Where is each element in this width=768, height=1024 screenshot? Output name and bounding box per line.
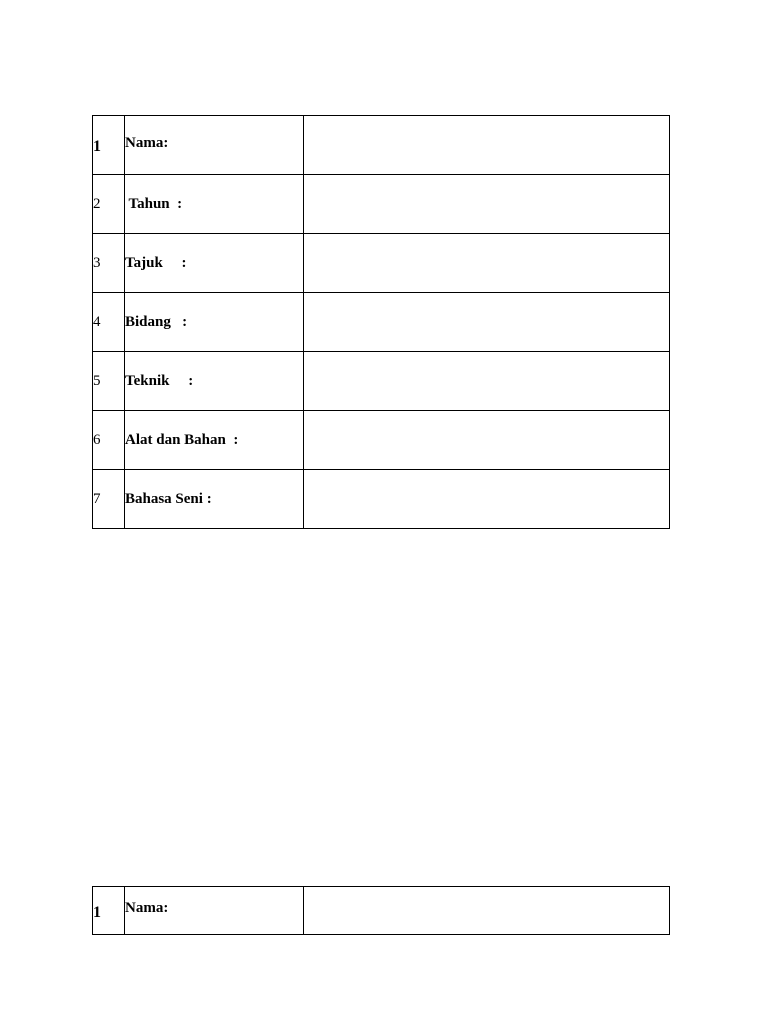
field-value-alat-dan-bahan[interactable]	[304, 411, 670, 470]
row-number-cell	[93, 470, 125, 529]
field-value-bahasa-seni[interactable]	[304, 470, 670, 529]
row-number-cell	[93, 411, 125, 470]
field-value-nama[interactable]	[304, 887, 670, 935]
field-label-nama: Nama:	[125, 900, 169, 916]
field-label-cell	[125, 234, 304, 293]
field-value-teknik[interactable]	[304, 352, 670, 411]
table-row	[93, 352, 670, 411]
table-row	[93, 887, 670, 935]
field-value-nama[interactable]	[304, 116, 670, 175]
table-row	[93, 470, 670, 529]
field-label-tajuk: Tajuk :	[125, 254, 187, 271]
table-row	[93, 293, 670, 352]
row-number-cell	[93, 116, 125, 175]
table-row	[93, 116, 670, 175]
table-row	[93, 411, 670, 470]
field-label-nama: Nama:	[125, 134, 169, 151]
row-number: 1	[93, 138, 101, 155]
form-table-1	[92, 115, 670, 529]
table-row	[93, 234, 670, 293]
field-label-bidang: Bidang :	[125, 313, 188, 330]
row-number: 2	[93, 195, 101, 212]
field-label-teknik: Teknik :	[125, 372, 194, 389]
field-value-bidang[interactable]	[304, 293, 670, 352]
field-label-bahasa-seni: Bahasa Seni :	[125, 490, 212, 507]
row-number-cell	[93, 352, 125, 411]
row-number: 4	[93, 313, 101, 330]
field-label-tahun: Tahun :	[125, 195, 183, 212]
field-label-cell	[125, 352, 304, 411]
field-label-cell	[125, 411, 304, 470]
field-label-cell	[125, 470, 304, 529]
row-number-cell	[93, 234, 125, 293]
field-value-tahun[interactable]	[304, 175, 670, 234]
field-label-cell	[125, 116, 304, 175]
row-number: 1	[93, 903, 101, 921]
field-label-alat-dan-bahan: Alat dan Bahan :	[125, 431, 239, 448]
row-number: 6	[93, 431, 101, 448]
field-value-tajuk[interactable]	[304, 234, 670, 293]
form-table-2	[92, 886, 670, 935]
row-number-cell	[93, 887, 125, 935]
table-row	[93, 175, 670, 234]
row-number: 5	[93, 372, 101, 389]
field-label-cell	[125, 175, 304, 234]
row-number-cell	[93, 175, 125, 234]
field-label-cell	[125, 887, 304, 935]
row-number-cell	[93, 293, 125, 352]
field-label-cell	[125, 293, 304, 352]
row-number: 3	[93, 254, 101, 271]
row-number: 7	[93, 490, 101, 507]
